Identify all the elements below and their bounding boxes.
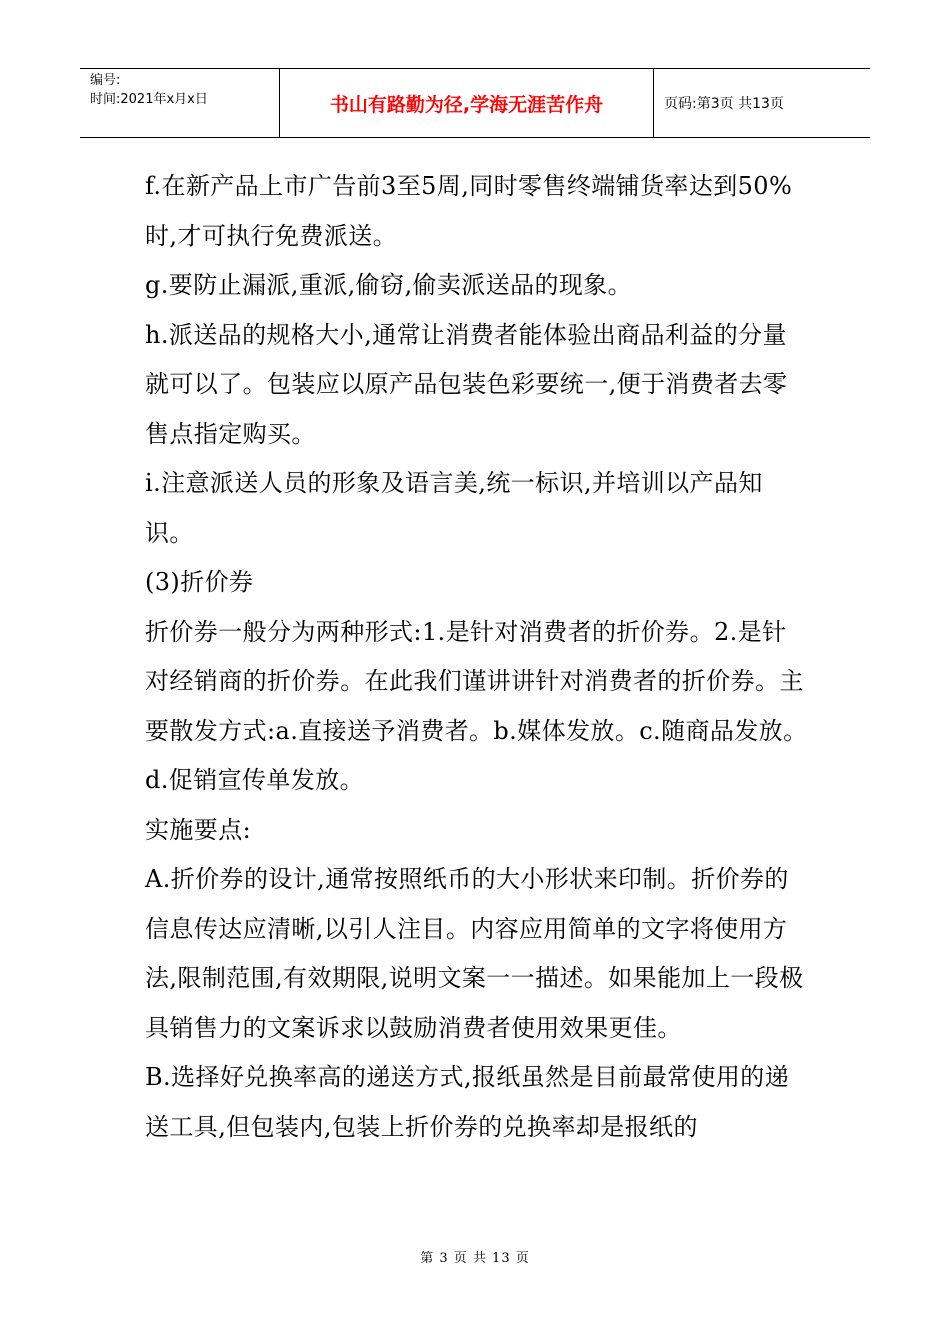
- paragraph-coupon-intro: 折价券一般分为两种形式:1.是针对消费者的折价券。2.是针对经销商的折价券。在此我们谨讲讲针对消费者的折价券。主要散发方式:a.直接送予消费者。b.媒体发放。c.随商品发放。d.促销宣传单发放。: [145, 617, 808, 794]
- section-heading-coupon: (3)折价券: [145, 568, 254, 596]
- paragraph-i: i.注意派送人员的形象及语言美,统一标识,并培训以产品知识。: [145, 469, 763, 547]
- page-footer: 第 3 页 共 13 页: [420, 1251, 530, 1266]
- paragraph-g: g.要防止漏派,重派,偷窃,偷卖派送品的现象。: [145, 271, 633, 299]
- document-time-label: 时间:2021年x月x日: [90, 92, 208, 107]
- paragraph-h: h.派送品的规格大小,通常让消费者能体验出商品利益的分量就可以了。包装应以原产品包装色彩要统一,便于消费者去零售点指定购买。: [145, 320, 788, 448]
- document-number-label: 编号:: [90, 73, 121, 88]
- subheading-key-points: 实施要点:: [145, 815, 252, 844]
- paragraph-A: A.折价券的设计,通常按照纸币的大小形状来印制。折价券的信息传达应清晰,以引人注目。内容应用简单的文字将使用方法,限制范围,有效期限,说明文案一一描述。如果能加上一段极具销售力的文案诉求以鼓励消费者使用效果更佳。: [145, 865, 804, 1042]
- header-meta: [80, 69, 280, 137]
- header-motto: 书山有路勤为径,学海无涯苦作舟: [280, 69, 654, 137]
- paragraph-B: B.选择好兑换率高的递送方式,报纸虽然是目前最常使用的递送工具,但包装内,包装上折价券的兑换率却是报纸的: [145, 1063, 790, 1141]
- header-page-info: 页码:第3页 共13页: [664, 96, 784, 112]
- page-header: [80, 68, 870, 138]
- document-body: [145, 162, 810, 1152]
- paragraph-f: f.在新产品上市广告前3至5周,同时零售终端铺货率达到50%时,才可执行免费派送。: [145, 172, 793, 250]
